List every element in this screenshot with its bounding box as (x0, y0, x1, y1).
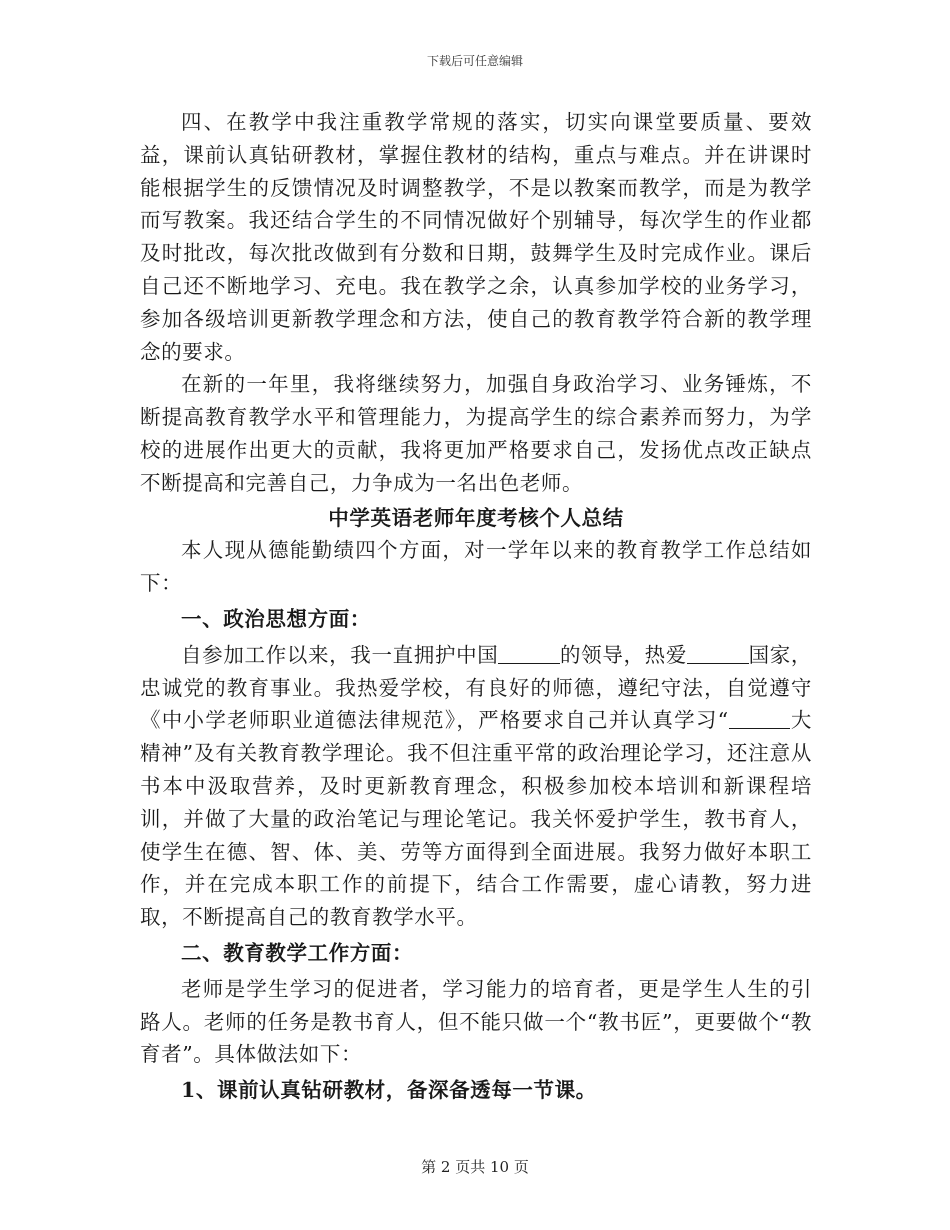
section-heading-political: 一、政治思想方面： (181, 606, 371, 631)
political-text-d: 大精神”及有关教育教学理论。我不但注重平常的政治理论学习，还注意从书本中汲取营养，及时更新教育理念，积极参加校本培训和新课程培训，并做了大量的政治笔记与理论笔记。我关怀爱护学生，教书育人，使学生在德、智、体、美、劳等方面得到全面进展。我努力做好本职工作，并在完成本职工作的前提下，结合工作需要，虚心请教，努力进取，不断提高自己的教育教学水平。 (140, 708, 812, 930)
document-title: 中学英语老师年度考核个人总结 (328, 505, 624, 530)
political-text-b: 的领导，热爱 (559, 642, 687, 667)
section-heading-teaching: 二、教育教学工作方面： (181, 940, 414, 965)
paragraph-teaching: 老师是学生学习的促进者，学习能力的培育者，更是学生人生的引路人。老师的任务是教书育人，但不能只做一个“教书匠”，更要做个“教育者”。具体做法如下： (140, 976, 812, 1067)
political-text-c: 国家，忠诚党的教育事业。我热爱学校，有良好的师德，遵纪守法，自觉遵守《中小学老师职业道德法律规范》，严格要求自己并认真学习“ (140, 642, 812, 733)
paragraph-intro: 本人现从德能勤绩四个方面，对一学年以来的教育教学工作总结如下： (140, 538, 812, 596)
paragraph-new-year: 在新的一年里，我将继续努力，加强自身政治学习、业务锤炼，不断提高教育教学水平和管理能力，为提高学生的综合素养而努力，为学校的进展作出更大的贡献，我将更加严格要求自己，发扬优点改正缺点不断提高和完善自己，力争成为一名出色老师。 (140, 372, 812, 495)
blank-line (498, 642, 560, 664)
subheading-lesson-prep: 1、课前认真钻研教材，备深备透每一节课。 (181, 1078, 597, 1103)
page-footer: 第 2 页共 10 页 (421, 1158, 529, 1176)
document-body (140, 106, 812, 1110)
blank-line (687, 642, 749, 664)
page-header: 下载后可任意编辑 (426, 54, 523, 68)
paragraph-teaching-routine: 四、在教学中我注重教学常规的落实，切实向课堂要质量、要效益，课前认真钻研教材，掌握住教材的结构，重点与难点。并在讲课时能根据学生的反馈情况及时调整教学，不是以教案而教学，而是为教学而写教案。我还结合学生的不同情况做好个别辅导，每次学生的作业都及时批改，每次批改做到有分数和日期，鼓舞学生及时完成作业。课后自己还不断地学习、充电。我在教学之余，认真参加学校的业务学习，参加各级培训更新教学理念和方法，使自己的教育教学符合新的教学理念的要求。 (140, 110, 812, 364)
blank-line (729, 708, 791, 730)
paragraph-political (140, 639, 812, 934)
political-text-a: 自参加工作以来，我一直拥护中国 (181, 642, 499, 667)
